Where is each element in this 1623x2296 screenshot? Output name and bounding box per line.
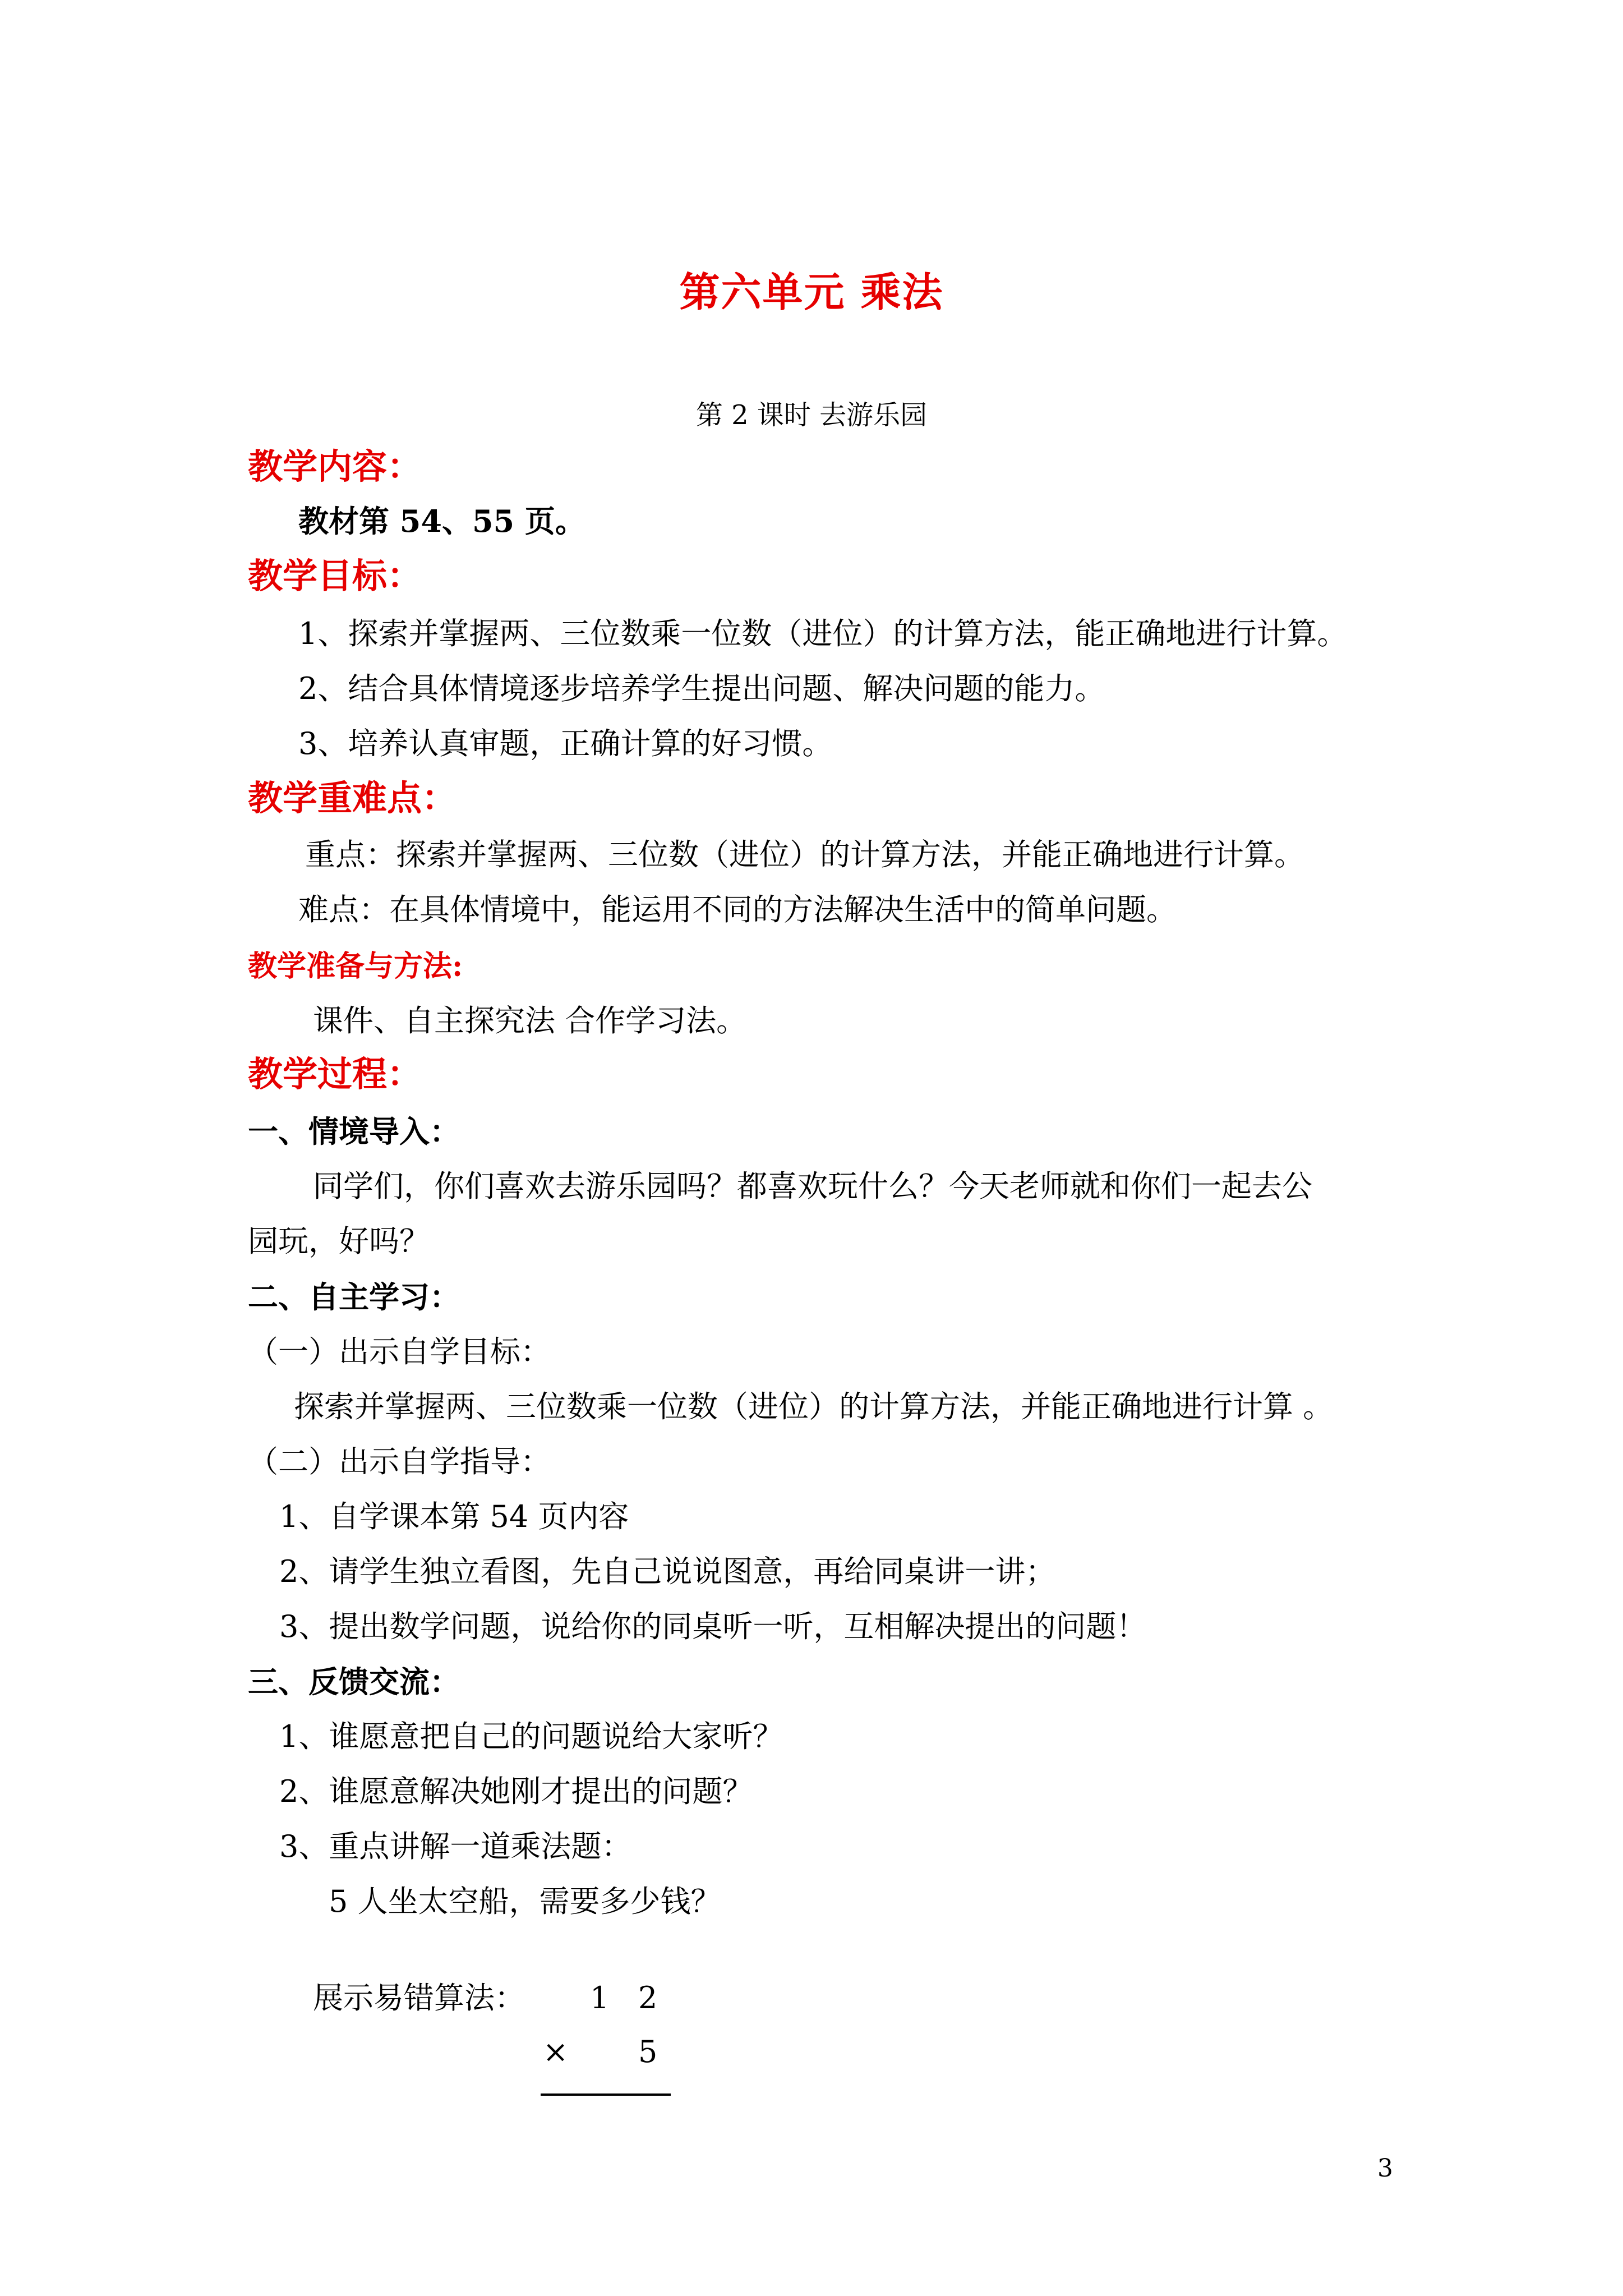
section-1-line-1: 同学们，你们喜欢去游乐园吗？都喜欢玩什么？今天老师就和你们一起去公	[313, 1168, 1312, 1204]
calc-multiplier: 5	[638, 2034, 658, 2069]
section-2-item-3: 3、提出数学问题，说给你的同桌听一听，互相解决提出的问题！	[279, 1609, 1147, 1644]
section-2-item-2: 2、请学生独立看图，先自己说说图意，再给同桌讲一讲；	[279, 1554, 1056, 1589]
difficult-point: 难点：在具体情境中，能运用不同的方法解决生活中的简单问题。	[298, 892, 1177, 927]
section-2-item-1: 1、自学课本第 54 页内容	[279, 1499, 629, 1534]
calc-multiply-sign: ×	[543, 2034, 569, 2069]
calc-underline	[541, 2093, 671, 2096]
lesson-subtitle: 第 2 课时 去游乐园	[695, 399, 928, 431]
goal-item-2: 2、结合具体情境逐步培养学生提出问题、解决问题的能力。	[298, 671, 1105, 706]
goal-item-3: 3、培养认真审题，正确计算的好习惯。	[298, 726, 833, 761]
section-1-heading: 一、情境导入：	[248, 1114, 460, 1149]
key-point: 重点：探索并掌握两、三位数（进位）的计算方法，并能正确地进行计算。	[305, 837, 1304, 872]
section-3-item-2: 2、谁愿意解决她刚才提出的问题？	[279, 1774, 753, 1809]
section-1-line-2: 园玩，好吗？	[248, 1223, 430, 1259]
process-heading: 教学过程：	[248, 1053, 422, 1094]
section-2-sub-2: （二）出示自学指导：	[248, 1444, 551, 1479]
page-number: 3	[1377, 2154, 1393, 2183]
content-heading: 教学内容：	[248, 446, 422, 487]
section-2-heading: 二、自主学习：	[248, 1279, 460, 1315]
section-3-item-3: 3、重点讲解一道乘法题：	[279, 1829, 632, 1864]
goal-item-1: 1、探索并掌握两、三位数乘一位数（进位）的计算方法，能正确地进行计算。	[298, 616, 1348, 651]
demo-label: 展示易错算法：	[313, 1980, 525, 2016]
unit-title: 第六单元 乘法	[679, 268, 944, 316]
content-text: 教材第 54、55 页。	[298, 503, 585, 539]
calc-top-digits: 1 2	[590, 1980, 658, 2016]
section-3-item-1: 1、谁愿意把自己的问题说给大家听？	[279, 1719, 783, 1754]
keypoints-heading: 教学重难点：	[248, 777, 457, 818]
section-3-question: 5 人坐太空船，需要多少钱？	[329, 1884, 721, 1919]
section-2-sub-1: （一）出示自学目标：	[248, 1334, 551, 1369]
section-2-sub-1-text: 探索并掌握两、三位数乘一位数（进位）的计算方法，并能正确地进行计算 。	[294, 1389, 1334, 1424]
section-3-heading: 三、反馈交流：	[248, 1664, 460, 1700]
goals-heading: 教学目标：	[248, 555, 422, 596]
prep-text: 课件、自主探究法 合作学习法。	[313, 1003, 747, 1038]
prep-heading: 教学准备与方法:	[248, 949, 463, 983]
